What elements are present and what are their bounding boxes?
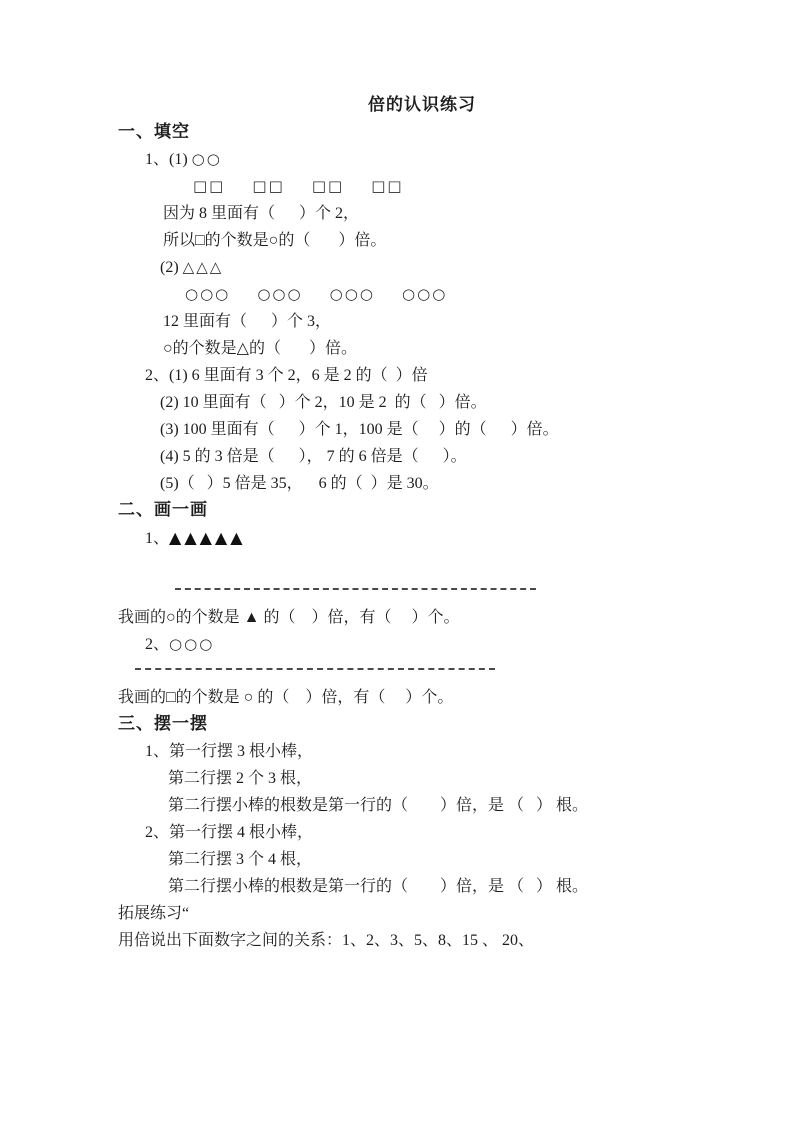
fill-q2-item1: 2、(1) 6 里面有 3 个 2，6 是 2 的（ ）倍 <box>145 367 428 384</box>
fill-q2-item5: (5)（ ）5 倍是 35， 6 的（ ）是 30。 <box>160 475 439 492</box>
solid-triangles-row: ▲▲▲▲▲ <box>169 528 246 547</box>
fill-q1-part1-label: 1、(1) <box>145 151 192 168</box>
open-triangles-row: △△△ <box>182 258 224 276</box>
fill-q2-item2: (2) 10 里面有（ ）个 2，10 是 2 的（ ）倍。 <box>160 394 487 411</box>
draw-q2-row <box>145 631 753 658</box>
draw-q1-answer: 我画的○的个数是 ▲ 的（ ）倍，有（ ）个。 <box>118 609 460 626</box>
arrange-q1-line2: 第二行摆 2 个 3 根， <box>168 770 313 787</box>
fill-q1-part1-line1: 因为 8 里面有（ ）个 2， <box>163 205 360 222</box>
fill-q2-item4: (4) 5 的 3 倍是（ ）， 7 的 6 倍是（ ）。 <box>160 448 467 465</box>
section-draw-heading: 二、画一画 <box>118 500 208 520</box>
section-arrange-heading: 三、摆一摆 <box>118 714 208 734</box>
small-circles-triple: ○○○ <box>169 635 215 653</box>
draw-q1-number: 1、 <box>145 530 170 547</box>
answer-dashed-line-2 <box>135 658 495 670</box>
draw-q2-number: 2、 <box>145 636 170 653</box>
fill-q1-part1-line2: 所以□的个数是○的（ ）倍。 <box>163 232 387 249</box>
extension-heading: 拓展练习“ <box>118 905 190 922</box>
section-fill-heading: 一、填空 <box>118 122 190 142</box>
answer-dashed-line-1 <box>175 577 536 590</box>
draw-q2-answer: 我画的□的个数是 ○ 的（ ）倍，有（ ）个。 <box>118 689 454 706</box>
arrange-q2-line2: 第二行摆 3 个 4 根， <box>168 851 313 868</box>
fill-q1-part1-label-row <box>145 146 753 173</box>
circles-groups-row: ○○○ ○○○ ○○○ ○○○ <box>185 285 448 303</box>
page-title: 倍的认识练习 <box>368 95 476 115</box>
arrange-q2-line3: 第二行摆小棒的根数是第一行的（ ）倍，是 （ ） 根。 <box>168 878 589 895</box>
small-circles-pair: ○○ <box>191 150 222 168</box>
fill-q1-part2-label: (2) <box>160 259 183 276</box>
extension-line: 用倍说出下面数字之间的关系：1、2、3、5、8、15 、 20、 <box>118 932 535 949</box>
fill-q1-part2-label-row <box>160 254 753 281</box>
fill-q1-part2-line2: ○的个数是△的（ ）倍。 <box>163 340 357 357</box>
fill-q1-part2-line1: 12 里面有（ ）个 3， <box>163 313 332 330</box>
fill-q2-item3: (3) 100 里面有（ ）个 1，100 是（ ）的（ ）倍。 <box>160 421 559 438</box>
arrange-q2-line1: 2、第一行摆 4 根小棒， <box>145 824 314 841</box>
draw-q1-row <box>145 524 753 551</box>
arrange-q1-line3: 第二行摆小棒的根数是第一行的（ ）倍，是 （ ） 根。 <box>168 797 589 814</box>
arrange-q1-line1: 1、第一行摆 3 根小棒， <box>145 743 314 760</box>
squares-row: □□ □□ □□ □□ <box>193 177 404 195</box>
